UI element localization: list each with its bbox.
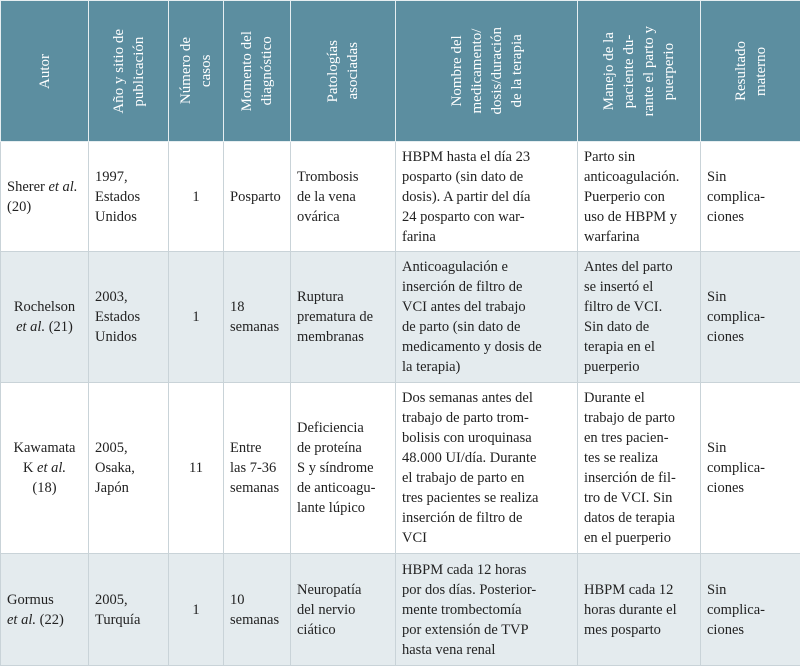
table-row <box>1 554 800 666</box>
cell-momento: Entre las 7-36 semanas <box>224 383 291 554</box>
cell-casos: 1 <box>169 142 224 252</box>
table-row <box>1 252 800 383</box>
header-anio: Año y sitio de publicación <box>89 1 169 142</box>
cell-medicamento: HBPM hasta el día 23 posparto (sin dato de dosis). A partir del día 24 posparto con war- farina <box>396 142 578 252</box>
header-casos: Número de casos <box>169 1 224 142</box>
cell-momento: 10 semanas <box>224 554 291 666</box>
cell-anio: 2003, Estados Unidos <box>89 252 169 383</box>
header-momento: Momento del diagnóstico <box>224 1 291 142</box>
cell-anio: 2005, Osaka, Japón <box>89 383 169 554</box>
cell-manejo: Antes del parto se insertó el filtro de VCI. Sin dato de terapia en el puerperio <box>578 252 701 383</box>
cell-patologias: Ruptura prematura de membranas <box>291 252 396 383</box>
header-autor: Autor <box>1 1 89 142</box>
cell-patologias: Deficiencia de proteína S y síndrome de anticoagu- lante lúpico <box>291 383 396 554</box>
cell-manejo: HBPM cada 12 horas durante el mes posparto <box>578 554 701 666</box>
cell-autor: Gormus et al. (22) <box>1 554 89 666</box>
cell-autor: Sherer et al. (20) <box>1 142 89 252</box>
table-row <box>1 142 800 252</box>
cell-medicamento: Dos semanas antes del trabajo de parto trom- bolisis con uroquinasa 48.000 UI/día. Durante el trabajo de parto en tres pacientes se realiza inserción de filtro de VCI <box>396 383 578 554</box>
cell-autor: Kawamata K et al. (18) <box>1 383 89 554</box>
cell-medicamento: HBPM cada 12 horas por dos días. Posterior- mente trombectomía por extensión de TVP hasta vena renal <box>396 554 578 666</box>
cell-resultado: Sin complica- ciones <box>701 252 800 383</box>
header-patologias: Patologías asociadas <box>291 1 396 142</box>
header-medicamento: Nombre del medicamento/ dosis/duración de la terapia <box>396 1 578 142</box>
cell-casos: 1 <box>169 554 224 666</box>
cell-resultado: Sin complica- ciones <box>701 142 800 252</box>
cell-casos: 11 <box>169 383 224 554</box>
cell-momento: Posparto <box>224 142 291 252</box>
cell-patologias: Trombosis de la vena ovárica <box>291 142 396 252</box>
cell-autor: Rochelson et al. (21) <box>1 252 89 383</box>
cell-anio: 2005, Turquía <box>89 554 169 666</box>
cell-momento: 18 semanas <box>224 252 291 383</box>
header-row <box>1 1 800 142</box>
cell-manejo: Durante el trabajo de parto en tres pacien- tes se realiza inserción de fil- tro de VCI. Sin datos de terapia en el puerperio <box>578 383 701 554</box>
cell-medicamento: Anticoagulación e inserción de filtro de VCI antes del trabajo de parto (sin dato de medicamento y dosis de la terapia) <box>396 252 578 383</box>
cell-resultado: Sin complica- ciones <box>701 554 800 666</box>
cell-manejo: Parto sin anticoagulación. Puerperio con uso de HBPM y warfarina <box>578 142 701 252</box>
header-manejo: Manejo de la paciente du- rante el parto y puerperio <box>578 1 701 142</box>
cell-anio: 1997, Estados Unidos <box>89 142 169 252</box>
table-row <box>1 383 800 554</box>
cell-resultado: Sin complica- ciones <box>701 383 800 554</box>
cell-casos: 1 <box>169 252 224 383</box>
cell-patologias: Neuropatía del nervio ciático <box>291 554 396 666</box>
header-resultado: Resultado materno <box>701 1 800 142</box>
